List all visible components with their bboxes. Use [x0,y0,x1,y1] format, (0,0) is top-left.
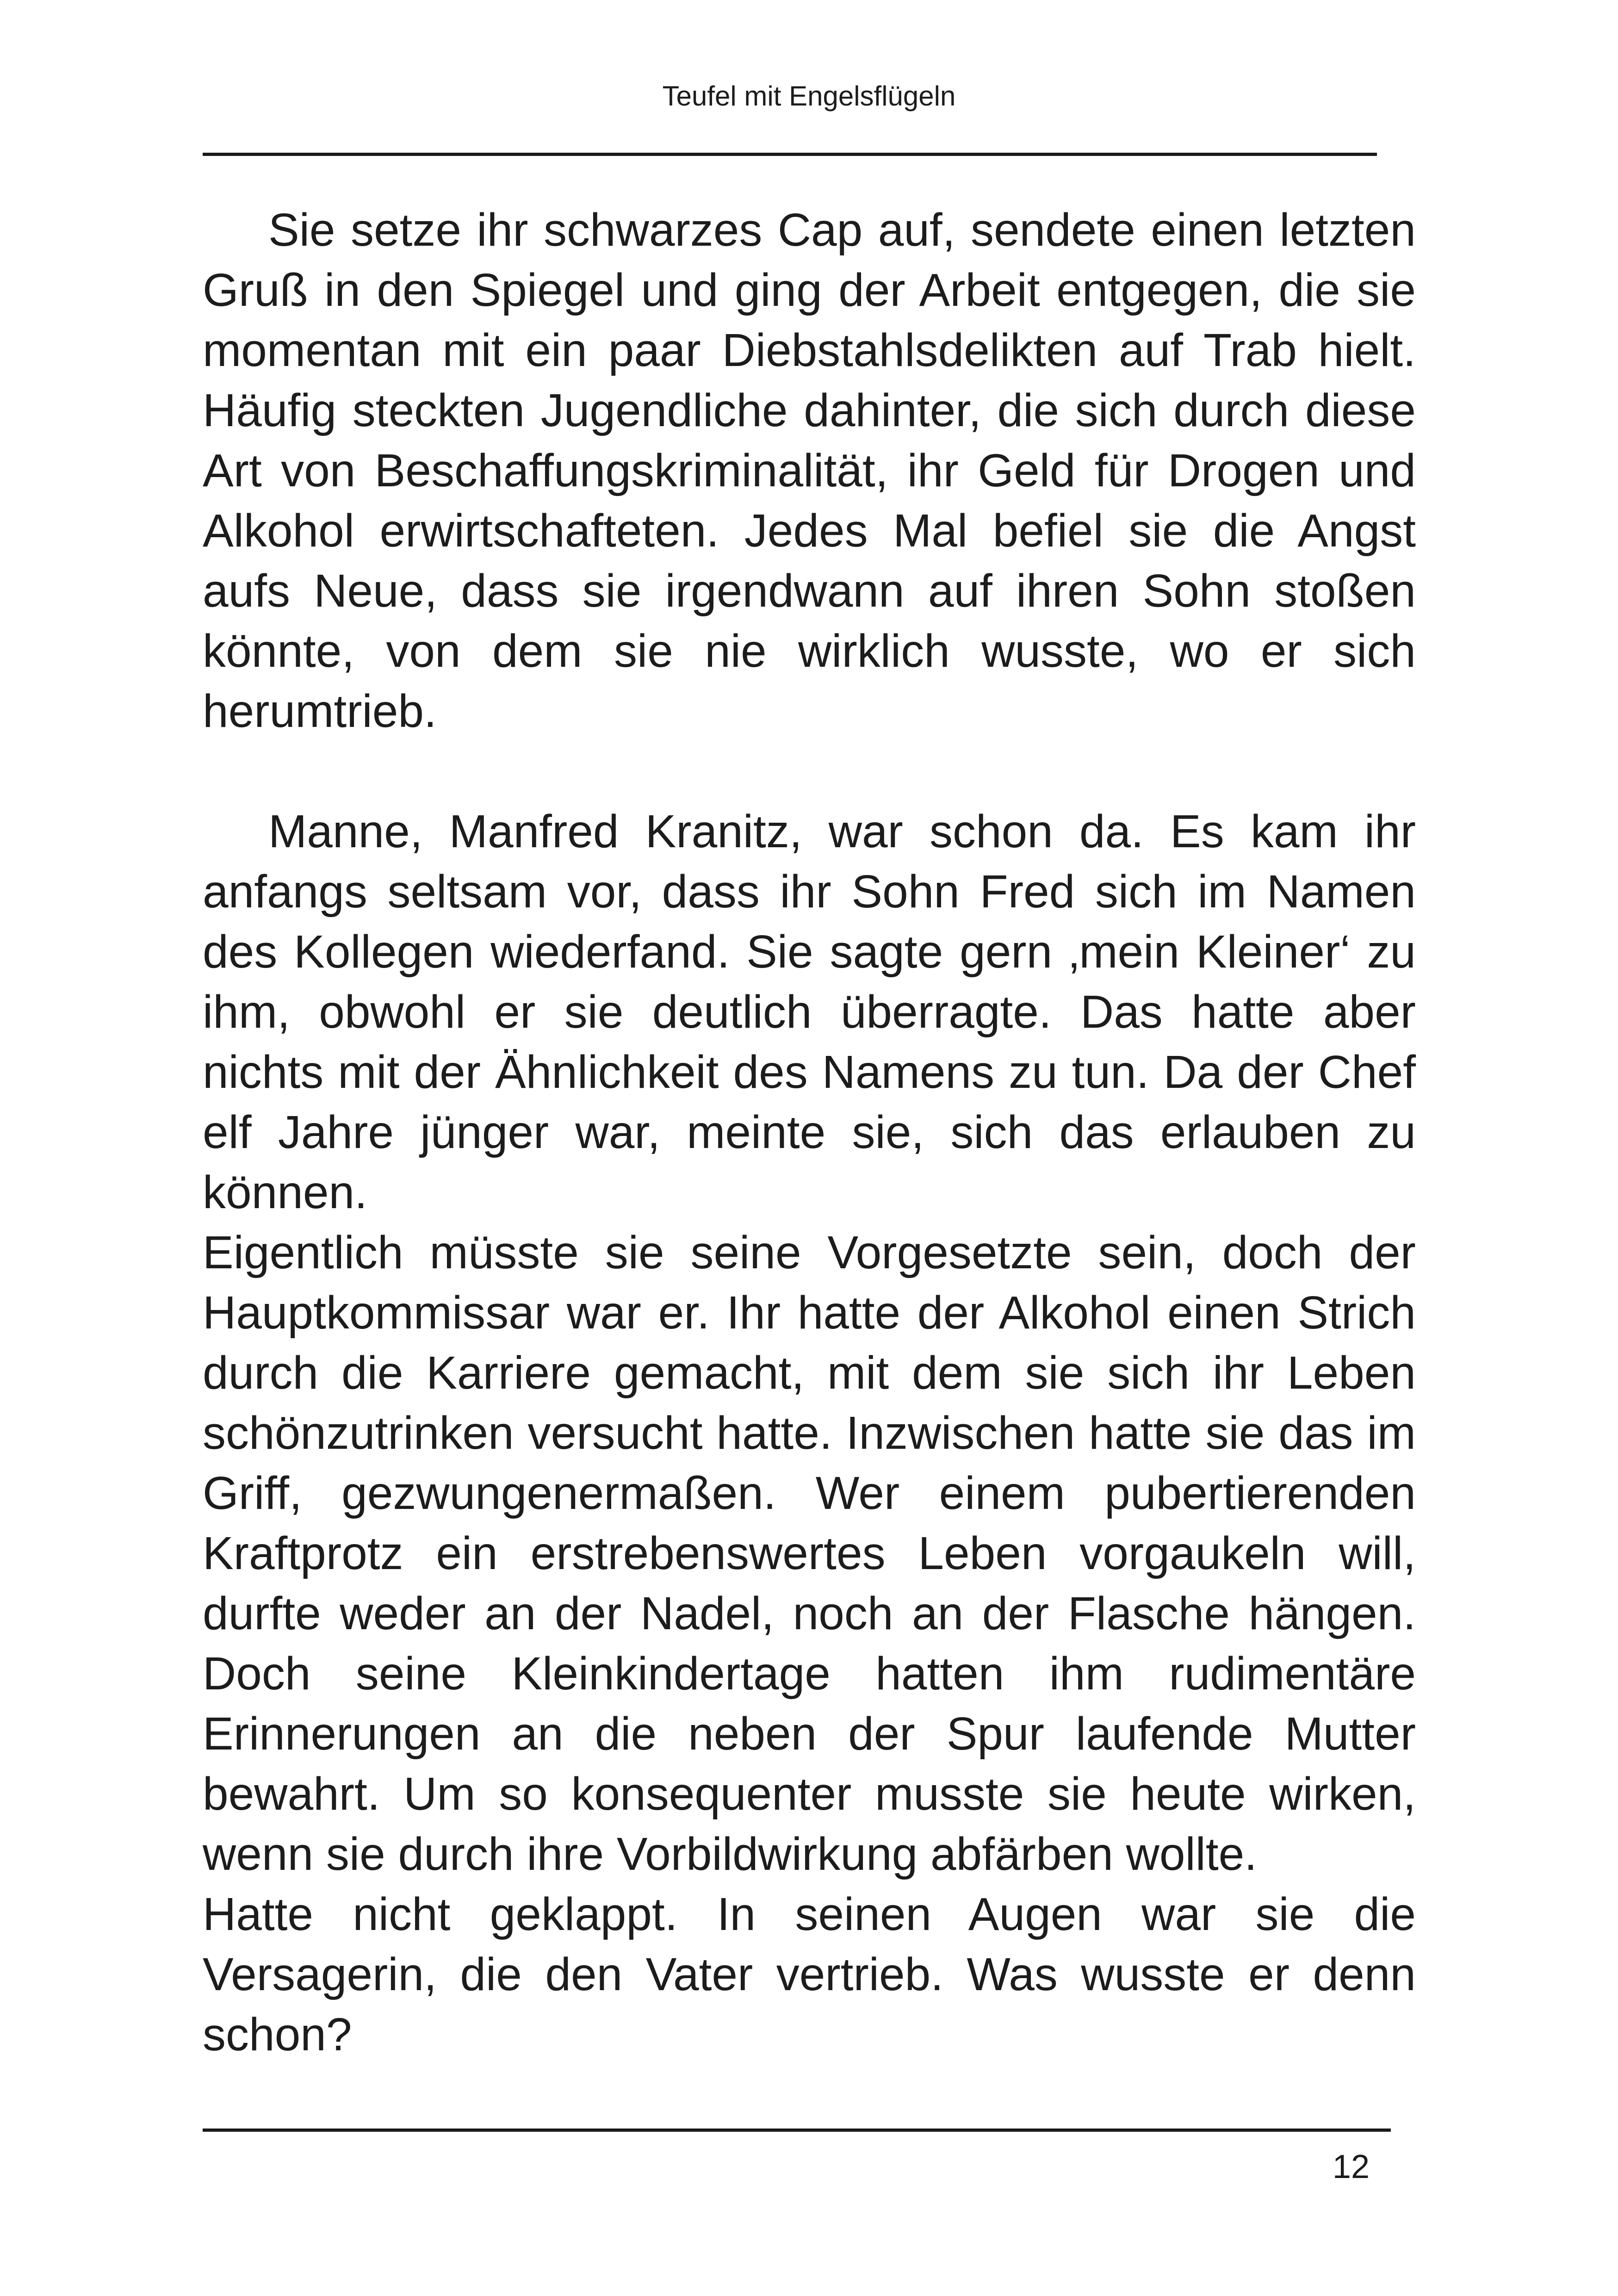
body-text [203,200,1416,2065]
paragraph-3: Eigentlich müsste sie seine Vorgesetzte sein, doch der Hauptkommissar war er. Ihr hatte der Alkohol einen Strich durch die Karriere gemacht, mit dem sie sich ihr Leben schönzutrinken versucht hatte. Inzwischen hatte sie das im Griff, gezwungenermaßen. Wer einem pubertierenden Kraftprotz ein erstrebenswertes Leben vorgaukeln will, durfte weder an der Nadel, noch an der Flasche hängen. Doch seine Kleinkindertage hatten ihm rudimentäre Erinnerungen an die neben der Spur laufende Mutter bewahrt. Um so konsequenter musste sie heute wirken, wenn sie durch ihre Vorbildwirkung abfärben wollte. [203,1227,1416,1880]
paragraph-4: Hatte nicht geklappt. In seinen Augen war sie die Versagerin, die den Vater vertrieb. Was wusste er denn schon? [203,1888,1416,2060]
footer-rule [203,2128,1391,2132]
paragraph-2: Manne, Manfred Kranitz, war schon da. Es kam ihr anfangs seltsam vor, dass ihr Sohn Fred sich im Namen des Kollegen wiederfand. Sie sagte gern ‚mein Kleiner‘ zu ihm, obwohl er sie deutlich überragte. Das hatte aber nichts mit der Ähnlichkeit des Namens zu tun. Da der Chef elf Jahre jünger war, meinte sie, sich das erlauben zu können. [203,806,1416,1218]
running-header: Teufel mit Engelsflügeln [662,81,956,112]
paragraph-1: Sie setze ihr schwarzes Cap auf, sendete einen letzten Gruß in den Spiegel und ging der Arbeit entgegen, die sie momentan mit ein paar Diebstahlsdelikten auf Trab hielt. Häufig steckten Jugendliche dahinter, die sich durch diese Art von Beschaffungskriminalität, ihr Geld für Drogen und Alkohol erwirtschafteten. Jedes Mal befiel sie die Angst aufs Neue, dass sie irgendwann auf ihren Sohn stoßen könnte, von dem sie nie wirklich wusste, wo er sich herumtrieb. [203,204,1416,737]
page-number: 12 [1332,2148,1370,2185]
header-rule [203,153,1377,156]
